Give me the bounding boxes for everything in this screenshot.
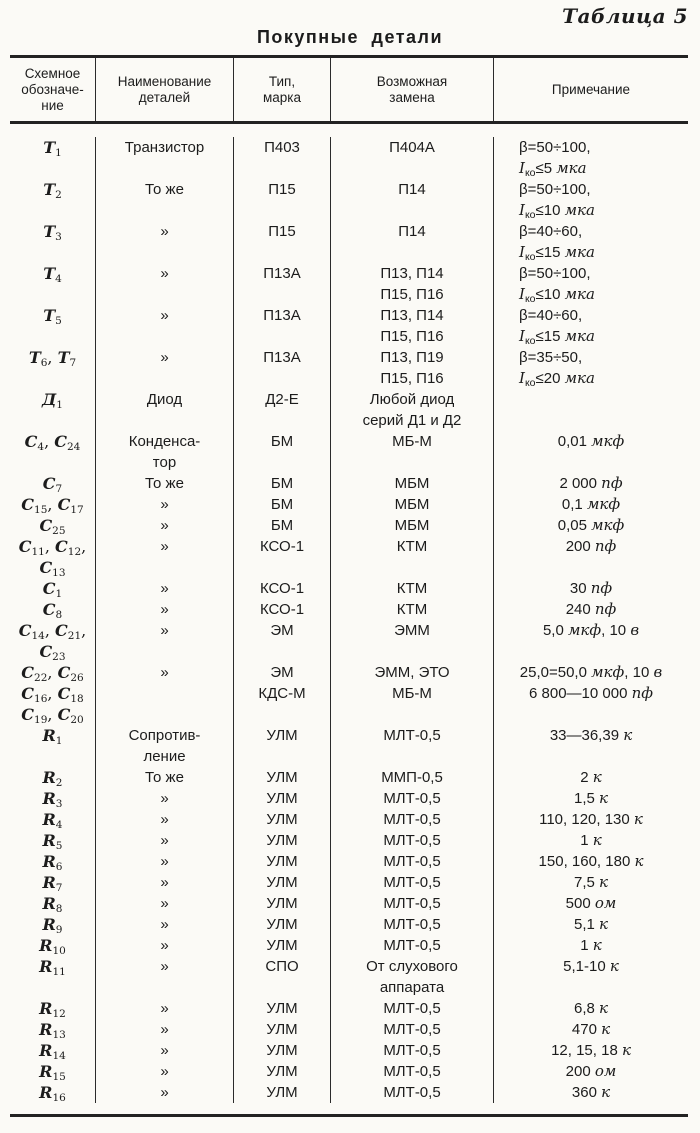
- table-row: [10, 830, 688, 851]
- cell-designation: $R_2$: [42, 768, 63, 789]
- table-row: [10, 788, 688, 809]
- cell-note: β=35÷50, $I_{ко}\le 20$ мка: [493, 347, 688, 389]
- cell-name: »: [95, 515, 233, 536]
- column-header-replacement: Возможная замена: [330, 58, 493, 121]
- cell-name: Диод: [95, 389, 233, 431]
- cell-type: КСО-1: [233, 536, 330, 578]
- cell-type: КСО-1: [233, 578, 330, 599]
- table-row: [10, 935, 688, 956]
- table-row: [10, 515, 688, 536]
- cell-name: Сопротив- ление: [95, 725, 233, 767]
- cell-note: 110, 120, 130 к: [493, 809, 688, 830]
- cell-replacement: ЭММ, ЭТО: [330, 662, 493, 683]
- cell-name: »: [95, 536, 233, 578]
- cell-note: 240 пф: [493, 599, 688, 620]
- cell-replacement: КТМ: [330, 599, 493, 620]
- table-row: [10, 473, 688, 494]
- cell-replacement: КТМ: [330, 536, 493, 578]
- cell-note: 6,8 к: [493, 998, 688, 1019]
- cell-name: »: [95, 830, 233, 851]
- cell-designation: $R_{10}$: [39, 936, 66, 957]
- cell-designation: $R_6$: [42, 852, 63, 873]
- cell-replacement: МБ-М: [330, 431, 493, 473]
- cell-name: »: [95, 914, 233, 935]
- cell-type: УЛМ: [233, 1019, 330, 1040]
- cell-note: 0,1 мкф: [493, 494, 688, 515]
- cell-type: УЛМ: [233, 851, 330, 872]
- cell-replacement: П404А: [330, 137, 493, 179]
- cell-designation: $C_1$: [42, 579, 63, 600]
- cell-name: Конденса- тор: [95, 431, 233, 473]
- cell-type: УЛМ: [233, 998, 330, 1019]
- cell-type: П13А: [233, 347, 330, 389]
- cell-designation: $T_1$: [43, 138, 62, 159]
- cell-type: П13А: [233, 305, 330, 347]
- cell-designation: $R_{15}$: [39, 1062, 66, 1083]
- cell-replacement: МЛТ-0,5: [330, 830, 493, 851]
- cell-designation: $C_{15}$, $C_{17}$: [21, 495, 84, 516]
- cell-replacement: МЛТ-0,5: [330, 809, 493, 830]
- cell-name: »: [95, 494, 233, 515]
- column-header-designation: Схемное обозначе- ние: [21, 65, 84, 113]
- cell-note: 1 к: [493, 935, 688, 956]
- table-body: [10, 124, 688, 1117]
- cell-designation: $C_{14}$, $C_{21}$, $C_{23}$: [18, 621, 87, 663]
- cell-type: Д2-Е: [233, 389, 330, 431]
- cell-note: 6 800—10 000 пф: [493, 683, 688, 725]
- cell-type: УЛМ: [233, 788, 330, 809]
- cell-type: УЛМ: [233, 725, 330, 767]
- cell-type: УЛМ: [233, 935, 330, 956]
- cell-type: УЛМ: [233, 809, 330, 830]
- table-row: [10, 914, 688, 935]
- cell-designation: $R_{16}$: [39, 1083, 66, 1104]
- cell-name: »: [95, 872, 233, 893]
- table-row: [10, 599, 688, 620]
- cell-type: П13А: [233, 263, 330, 305]
- cell-note: 7,5 к: [493, 872, 688, 893]
- table-header-row: [10, 58, 688, 124]
- cell-designation: $R_{12}$: [39, 999, 66, 1020]
- cell-replacement: От слухового аппарата: [330, 956, 493, 998]
- table-row: [10, 872, 688, 893]
- cell-note: 200 ом: [493, 1061, 688, 1082]
- table-row: [10, 263, 688, 305]
- cell-name: То же: [95, 473, 233, 494]
- cell-replacement: МЛТ-0,5: [330, 1082, 493, 1103]
- cell-designation: $T_6$, $T_7$: [28, 348, 77, 369]
- cell-designation: $C_{25}$: [39, 516, 66, 537]
- cell-replacement: МБМ: [330, 494, 493, 515]
- table-row: [10, 998, 688, 1019]
- cell-type: УЛМ: [233, 1061, 330, 1082]
- cell-note: 500 ом: [493, 893, 688, 914]
- table-row: [10, 662, 688, 683]
- table-row: [10, 578, 688, 599]
- cell-designation: $T_5$: [43, 306, 62, 327]
- cell-note: 2 000 пф: [493, 473, 688, 494]
- cell-replacement: МЛТ-0,5: [330, 998, 493, 1019]
- cell-replacement: МЛТ-0,5: [330, 725, 493, 767]
- cell-replacement: МБ-М: [330, 683, 493, 725]
- cell-designation: $C_4$, $C_{24}$: [24, 432, 81, 453]
- cell-designation: $R_5$: [42, 831, 63, 852]
- cell-designation: $C_{16}$, $C_{18}$ $C_{19}$, $C_{20}$: [21, 684, 84, 726]
- cell-designation: $C_8$: [42, 600, 63, 621]
- table-row: [10, 620, 688, 662]
- cell-replacement: МЛТ-0,5: [330, 788, 493, 809]
- cell-name: »: [95, 1019, 233, 1040]
- cell-designation: $R_{14}$: [39, 1041, 66, 1062]
- cell-designation: $T_4$: [43, 264, 62, 285]
- cell-type: П15: [233, 221, 330, 263]
- cell-note: β=50÷100, $I_{ко}\le 10$ мка: [493, 263, 688, 305]
- cell-note: β=40÷60, $I_{ко}\le 15$ мка: [493, 305, 688, 347]
- table-row: [10, 1082, 688, 1103]
- cell-replacement: МЛТ-0,5: [330, 1019, 493, 1040]
- cell-note: 12, 15, 18 к: [493, 1040, 688, 1061]
- table-row: [10, 494, 688, 515]
- cell-type: П15: [233, 179, 330, 221]
- cell-type: УЛМ: [233, 1082, 330, 1103]
- cell-designation: $C_7$: [42, 474, 63, 495]
- cell-name: »: [95, 620, 233, 662]
- cell-type: БМ: [233, 473, 330, 494]
- table-row: [10, 683, 688, 725]
- cell-name: »: [95, 809, 233, 830]
- cell-replacement: МЛТ-0,5: [330, 1040, 493, 1061]
- table-row: [10, 851, 688, 872]
- cell-name: »: [95, 578, 233, 599]
- cell-designation: $R_{11}$: [39, 957, 66, 978]
- cell-name: Транзистор: [95, 137, 233, 179]
- table-row: [10, 767, 688, 788]
- cell-replacement: ЭММ: [330, 620, 493, 662]
- cell-name: »: [95, 305, 233, 347]
- cell-designation: $T_3$: [43, 222, 62, 243]
- cell-note: 360 к: [493, 1082, 688, 1103]
- cell-designation: $R_{13}$: [39, 1020, 66, 1041]
- cell-name: »: [95, 347, 233, 389]
- cell-replacement: П13, П14 П15, П16: [330, 305, 493, 347]
- table-row: [10, 347, 688, 389]
- cell-note: 5,1-10 к: [493, 956, 688, 998]
- cell-type: УЛМ: [233, 914, 330, 935]
- cell-type: УЛМ: [233, 893, 330, 914]
- cell-note: β=40÷60, $I_{ко}\le 15$ мка: [493, 221, 688, 263]
- cell-name: »: [95, 893, 233, 914]
- table-row: [10, 536, 688, 578]
- cell-name: То же: [95, 179, 233, 221]
- cell-name: »: [95, 263, 233, 305]
- cell-replacement: МЛТ-0,5: [330, 935, 493, 956]
- cell-name: »: [95, 788, 233, 809]
- cell-note: 0,05 мкф: [493, 515, 688, 536]
- cell-note: 0,01 мкф: [493, 431, 688, 473]
- table-row: [10, 305, 688, 347]
- table-row: [10, 431, 688, 473]
- cell-name: [95, 683, 233, 725]
- cell-designation: $R_7$: [42, 873, 63, 894]
- cell-type: СПО: [233, 956, 330, 998]
- cell-note: β=50÷100, $I_{ко}\le 10$ мка: [493, 179, 688, 221]
- cell-note: 25,0=50,0 мкф, 10 в: [493, 662, 688, 683]
- cell-type: БМ: [233, 515, 330, 536]
- cell-replacement: МБМ: [330, 515, 493, 536]
- cell-note: 30 пф: [493, 578, 688, 599]
- cell-replacement: П14: [330, 221, 493, 263]
- cell-note: 150, 160, 180 к: [493, 851, 688, 872]
- table-row: [10, 137, 688, 179]
- cell-type: КСО-1: [233, 599, 330, 620]
- cell-replacement: МЛТ-0,5: [330, 872, 493, 893]
- cell-name: »: [95, 956, 233, 998]
- cell-name: »: [95, 1040, 233, 1061]
- cell-replacement: Любой диод серий Д1 и Д2: [330, 389, 493, 431]
- cell-replacement: МЛТ-0,5: [330, 893, 493, 914]
- column-header-type: Тип, марка: [233, 58, 330, 121]
- cell-name: »: [95, 1061, 233, 1082]
- table-row: [10, 956, 688, 998]
- cell-replacement: МЛТ-0,5: [330, 1061, 493, 1082]
- cell-replacement: КТМ: [330, 578, 493, 599]
- table-row: [10, 893, 688, 914]
- cell-replacement: МБМ: [330, 473, 493, 494]
- cell-note: 33—36,39 к: [493, 725, 688, 767]
- table-row: [10, 809, 688, 830]
- cell-note: [493, 389, 688, 431]
- cell-note: β=50÷100, $I_{ко}\le 5$ мка: [493, 137, 688, 179]
- column-header-name: Наименование деталей: [95, 58, 233, 121]
- cell-name: »: [95, 599, 233, 620]
- cell-note: 200 пф: [493, 536, 688, 578]
- cell-replacement: МЛТ-0,5: [330, 914, 493, 935]
- cell-name: »: [95, 935, 233, 956]
- page-title: Покупные детали: [256, 27, 444, 47]
- cell-note: 1,5 к: [493, 788, 688, 809]
- cell-note: 2 к: [493, 767, 688, 788]
- cell-type: БМ: [233, 494, 330, 515]
- cell-replacement: П13, П19 П15, П16: [330, 347, 493, 389]
- cell-designation: $C_{22}$, $C_{26}$: [21, 663, 84, 684]
- cell-name: То же: [95, 767, 233, 788]
- cell-designation: $Д_1$: [42, 390, 63, 411]
- cell-replacement: П14: [330, 179, 493, 221]
- cell-designation: $R_9$: [42, 915, 63, 936]
- cell-designation: $R_1$: [42, 726, 63, 747]
- cell-type: ЭМ: [233, 620, 330, 662]
- cell-type: УЛМ: [233, 872, 330, 893]
- table-row: [10, 221, 688, 263]
- parts-table: [10, 55, 688, 1117]
- cell-type: КДС-М: [233, 683, 330, 725]
- cell-designation: $C_{11}$, $C_{12}$, $C_{13}$: [18, 537, 87, 579]
- cell-type: П403: [233, 137, 330, 179]
- table-row: [10, 389, 688, 431]
- table-row: [10, 1040, 688, 1061]
- table-row: [10, 1061, 688, 1082]
- cell-name: »: [95, 998, 233, 1019]
- cell-designation: $R_8$: [42, 894, 63, 915]
- cell-designation: $R_3$: [42, 789, 63, 810]
- table-row: [10, 725, 688, 767]
- cell-replacement: ММП-0,5: [330, 767, 493, 788]
- cell-type: БМ: [233, 431, 330, 473]
- cell-name: »: [95, 1082, 233, 1103]
- cell-name: »: [95, 851, 233, 872]
- cell-replacement: МЛТ-0,5: [330, 851, 493, 872]
- cell-type: УЛМ: [233, 830, 330, 851]
- cell-type: УЛМ: [233, 767, 330, 788]
- cell-designation: $T_2$: [43, 180, 62, 201]
- table-row: [10, 179, 688, 221]
- cell-replacement: П13, П14 П15, П16: [330, 263, 493, 305]
- cell-designation: $R_4$: [42, 810, 63, 831]
- cell-note: 5,0 мкф, 10 в: [493, 620, 688, 662]
- cell-name: »: [95, 662, 233, 683]
- cell-note: 1 к: [493, 830, 688, 851]
- cell-note: 470 к: [493, 1019, 688, 1040]
- table-number-label: Таблица 5: [562, 4, 688, 28]
- cell-name: »: [95, 221, 233, 263]
- cell-type: УЛМ: [233, 1040, 330, 1061]
- cell-type: ЭМ: [233, 662, 330, 683]
- cell-note: 5,1 к: [493, 914, 688, 935]
- column-header-note: Примечание: [493, 58, 688, 121]
- table-row: [10, 1019, 688, 1040]
